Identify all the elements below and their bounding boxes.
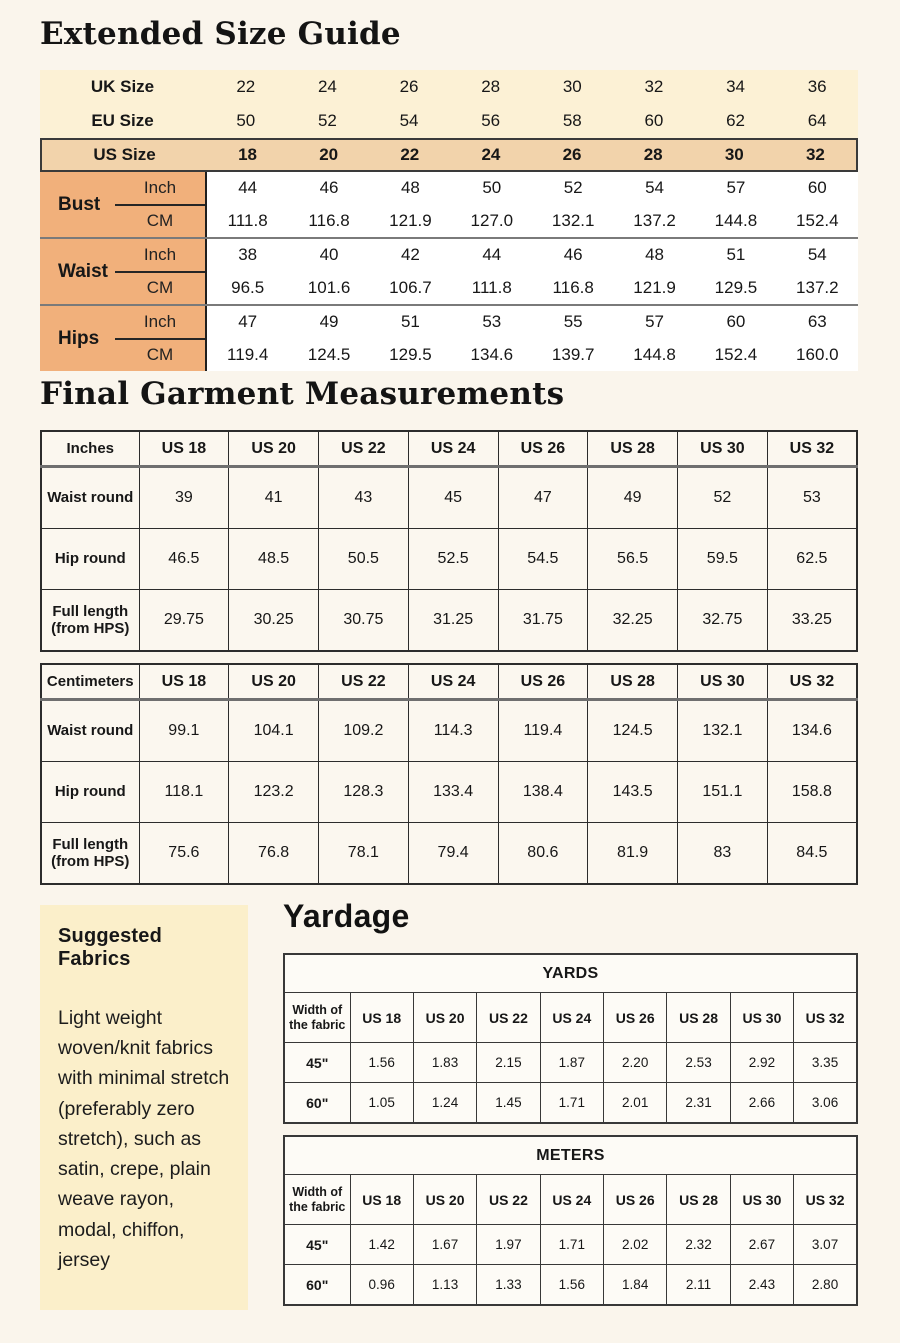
- hips-inch-value: 51: [400, 312, 420, 332]
- size-column-header: US 30: [730, 993, 793, 1043]
- us-size-value: 24: [481, 145, 501, 164]
- measurement-value: 62.5: [767, 529, 857, 590]
- waist-inch-value: 51: [726, 245, 746, 265]
- yardage-value: 1.56: [350, 1043, 413, 1083]
- measurement-value: 158.8: [767, 762, 857, 823]
- bust-cm-value: 137.2: [633, 210, 676, 230]
- garment-table-centimeters: [40, 663, 858, 885]
- hips-cm-label: CM: [146, 345, 174, 365]
- waist-measurement-group: [40, 237, 858, 304]
- waist-values: [205, 239, 858, 304]
- bust-cm-value: 144.8: [714, 210, 758, 230]
- meters-title-row: [284, 1136, 857, 1175]
- centimeters-header-row: [41, 664, 857, 700]
- waist-cm-value: 111.8: [471, 277, 512, 297]
- waist-cm-value: 129.5: [714, 277, 758, 297]
- inches-header-row: [41, 431, 857, 467]
- hips-inch-value: 49: [319, 312, 339, 332]
- hips-inch-value: 60: [726, 312, 746, 332]
- bust-inch-label: Inch: [115, 172, 205, 206]
- measurement-value: 33.25: [767, 590, 857, 652]
- eu-size-row: [40, 104, 858, 138]
- fabric-width-label: 45": [284, 1043, 350, 1083]
- bust-values: [205, 172, 858, 237]
- yardage-value: 2.80: [794, 1265, 857, 1306]
- yardage-value: 3.35: [794, 1043, 857, 1083]
- measurement-value: 133.4: [408, 762, 498, 823]
- us-size-value: 18: [238, 145, 258, 164]
- hips-inch-values: [207, 306, 858, 339]
- hips-cm-value: 144.8: [633, 344, 676, 364]
- us-size-label: US Size: [93, 145, 156, 164]
- measurement-value: 114.3: [408, 700, 498, 762]
- garment-table-inches: [40, 430, 858, 652]
- measurement-value: 31.75: [498, 590, 588, 652]
- size-column-header: US 28: [588, 664, 678, 700]
- waist-cm-label: CM: [146, 278, 174, 298]
- bust-inch-value: 50: [482, 178, 502, 198]
- table-row: [41, 467, 857, 529]
- waist-cm-value: 106.7: [389, 277, 432, 297]
- table-row: [41, 590, 857, 652]
- eu-size-label: EU Size: [91, 111, 154, 130]
- size-column-header: US 32: [767, 664, 857, 700]
- meters-title: METERS: [284, 1136, 857, 1175]
- hips-values: [205, 306, 858, 371]
- uk-size-value: 30: [562, 77, 582, 96]
- bust-inch-values: [207, 172, 858, 205]
- yardage-value: 2.15: [477, 1043, 540, 1083]
- measurement-value: 56.5: [588, 529, 678, 590]
- bust-inch-value: 54: [645, 178, 665, 198]
- uk-size-label: UK Size: [90, 77, 155, 96]
- yardage-value: 1.87: [540, 1043, 603, 1083]
- size-conversion-table: [40, 70, 858, 371]
- table-row: [284, 1083, 857, 1124]
- measurement-value: 99.1: [139, 700, 229, 762]
- centimeters-unit-header: Centimeters: [41, 664, 139, 700]
- bust-cm-label: CM: [146, 211, 174, 231]
- size-column-header: US 20: [229, 664, 319, 700]
- fabric-width-header: Width of the fabric: [284, 993, 350, 1043]
- measurement-value: 47: [498, 467, 588, 529]
- bust-cm-value: 152.4: [796, 210, 839, 230]
- measurement-value: 43: [319, 467, 409, 529]
- eu-size-value: 54: [399, 111, 419, 130]
- measurement-value: 119.4: [498, 700, 588, 762]
- measurement-value: 30.25: [229, 590, 319, 652]
- yardage-value: 1.71: [540, 1083, 603, 1124]
- bust-inch-value: 60: [807, 178, 827, 198]
- yardage-value: 1.56: [540, 1265, 603, 1306]
- meters-header-row: [284, 1175, 857, 1225]
- table-row: [41, 700, 857, 762]
- measurement-value: 48.5: [229, 529, 319, 590]
- bust-inch-value: 46: [319, 178, 339, 198]
- waist-inch-value: 54: [807, 245, 827, 265]
- row-label: Full length (from HPS): [41, 823, 139, 885]
- waist-inch-value: 48: [645, 245, 665, 265]
- measurement-value: 143.5: [588, 762, 678, 823]
- measurement-value: 53: [767, 467, 857, 529]
- size-column-header: US 32: [794, 1175, 857, 1225]
- size-column-header: US 24: [540, 993, 603, 1043]
- yardage-value: 2.01: [604, 1083, 667, 1124]
- row-label: Hip round: [41, 529, 139, 590]
- size-column-header: US 18: [139, 664, 229, 700]
- measurement-value: 128.3: [319, 762, 409, 823]
- hips-units: [115, 306, 205, 371]
- size-column-header: US 26: [498, 664, 588, 700]
- suggested-fabrics-heading: Suggested Fabrics: [58, 925, 163, 970]
- row-label: Full length (from HPS): [41, 590, 139, 652]
- yardage-value: 2.02: [604, 1225, 667, 1265]
- fabric-width-header: Width of the fabric: [284, 1175, 350, 1225]
- size-column-header: US 30: [678, 664, 768, 700]
- yardage-value: 2.32: [667, 1225, 730, 1265]
- measurement-value: 52.5: [408, 529, 498, 590]
- uk-size-value: 32: [644, 77, 664, 96]
- yardage-value: 2.53: [667, 1043, 730, 1083]
- us-size-value: 32: [805, 145, 825, 164]
- hips-cm-value: 134.6: [470, 344, 514, 364]
- suggested-fabrics-box: [40, 905, 248, 1310]
- page-title: Extended Size Guide: [40, 16, 401, 52]
- yardage-value: 1.83: [413, 1043, 476, 1083]
- waist-label: Waist: [58, 260, 108, 282]
- measurement-value: 50.5: [319, 529, 409, 590]
- hips-inch-value: 57: [645, 312, 665, 332]
- yardage-value: 3.06: [794, 1083, 857, 1124]
- table-row: [284, 1265, 857, 1306]
- uk-size-value: 26: [399, 77, 419, 96]
- measurement-value: 104.1: [229, 700, 319, 762]
- size-column-header: US 28: [667, 1175, 730, 1225]
- hips-inch-value: 47: [238, 312, 258, 332]
- yardage-value: 1.05: [350, 1083, 413, 1124]
- measurement-value: 75.6: [139, 823, 229, 885]
- us-size-value: 20: [319, 145, 339, 164]
- size-column-header: US 18: [139, 431, 229, 467]
- table-row: [41, 529, 857, 590]
- size-column-header: US 30: [730, 1175, 793, 1225]
- measurement-value: 134.6: [767, 700, 857, 762]
- waist-inch-value: 40: [319, 245, 339, 265]
- table-row: [41, 823, 857, 885]
- size-column-header: US 22: [319, 664, 409, 700]
- waist-inch-value: 42: [400, 245, 420, 265]
- eu-size-value: 58: [562, 111, 582, 130]
- size-column-header: US 18: [350, 993, 413, 1043]
- bust-cm-value: 127.0: [470, 210, 514, 230]
- yardage-value: 1.71: [540, 1225, 603, 1265]
- yardage-value: 1.24: [413, 1083, 476, 1124]
- yardage-table-meters: [283, 1135, 858, 1306]
- waist-inch-value: 44: [482, 245, 502, 265]
- bust-cm-value: 121.9: [389, 210, 432, 230]
- measurement-value: 109.2: [319, 700, 409, 762]
- us-size-value: 28: [643, 145, 663, 164]
- yardage-value: 2.43: [730, 1265, 793, 1306]
- measurement-value: 81.9: [588, 823, 678, 885]
- size-column-header: US 18: [350, 1175, 413, 1225]
- yardage-value: 1.67: [413, 1225, 476, 1265]
- measurement-value: 31.25: [408, 590, 498, 652]
- hips-cm-value: 124.5: [307, 344, 351, 364]
- yardage-value: 1.45: [477, 1083, 540, 1124]
- size-column-header: US 26: [604, 993, 667, 1043]
- waist-cm-value: 137.2: [796, 277, 839, 297]
- measurement-value: 45: [408, 467, 498, 529]
- hips-cm-value: 129.5: [389, 344, 432, 364]
- measurement-value: 30.75: [319, 590, 409, 652]
- waist-inch-value: 38: [238, 245, 258, 265]
- us-size-row: [40, 138, 858, 172]
- waist-cm-value: 96.5: [231, 277, 265, 297]
- size-column-header: US 26: [604, 1175, 667, 1225]
- yardage-value: 1.33: [477, 1265, 540, 1306]
- us-size-value: 26: [562, 145, 582, 164]
- size-column-header: US 26: [498, 431, 588, 467]
- yardage-value: 2.67: [730, 1225, 793, 1265]
- bust-cm-values: [207, 205, 858, 238]
- yardage-value: 2.20: [604, 1043, 667, 1083]
- measurement-value: 29.75: [139, 590, 229, 652]
- bust-measurement-group: [40, 172, 858, 237]
- hips-cm-values: [207, 339, 858, 372]
- bust-inch-value: 52: [563, 178, 583, 198]
- measurement-value: 32.75: [678, 590, 768, 652]
- bust-label: Bust: [58, 193, 101, 215]
- uk-size-value: 24: [317, 77, 337, 96]
- eu-size-value: 64: [807, 111, 827, 130]
- row-label: Waist round: [41, 700, 139, 762]
- size-column-header: US 20: [229, 431, 319, 467]
- bust-inch-value: 48: [400, 178, 420, 198]
- bust-cm-value: 111.8: [227, 210, 268, 230]
- table-row: [284, 1043, 857, 1083]
- size-column-header: US 28: [588, 431, 678, 467]
- size-column-header: US 32: [767, 431, 857, 467]
- measurement-value: 151.1: [678, 762, 768, 823]
- yardage-value: 3.07: [794, 1225, 857, 1265]
- size-column-header: US 22: [477, 1175, 540, 1225]
- yardage-title: Yardage: [283, 898, 410, 934]
- uk-size-value: 28: [481, 77, 501, 96]
- hips-inch-value: 53: [482, 312, 502, 332]
- waist-inch-value: 46: [563, 245, 583, 265]
- measurement-value: 32.25: [588, 590, 678, 652]
- measurement-value: 138.4: [498, 762, 588, 823]
- suggested-fabrics-text: Light weight woven/knit fabrics with minimal stretch (preferably zero stretch), such as satin, crepe, plain weave rayon, modal, chiffon, jersey: [58, 1007, 230, 1271]
- eu-size-value: 62: [726, 111, 746, 130]
- yardage-value: 0.96: [350, 1265, 413, 1306]
- measurement-value: 41: [229, 467, 319, 529]
- hips-label: Hips: [58, 327, 100, 349]
- measurement-value: 54.5: [498, 529, 588, 590]
- eu-size-value: 56: [481, 111, 501, 130]
- bust-label-block: [40, 172, 205, 237]
- hips-inch-label: Inch: [115, 306, 205, 340]
- yardage-value: 1.97: [477, 1225, 540, 1265]
- hips-measurement-group: [40, 304, 858, 371]
- yardage-value: 2.92: [730, 1043, 793, 1083]
- measurement-value: 84.5: [767, 823, 857, 885]
- row-label: Waist round: [41, 467, 139, 529]
- waist-label-block: [40, 239, 205, 304]
- waist-inch-label: Inch: [115, 239, 205, 273]
- table-row: [284, 1225, 857, 1265]
- bust-inch-value: 57: [726, 178, 746, 198]
- yards-header-row: [284, 993, 857, 1043]
- yardage-value: 1.84: [604, 1265, 667, 1306]
- size-column-header: US 22: [319, 431, 409, 467]
- garment-measurements-title: Final Garment Measurements: [40, 376, 565, 412]
- hips-cm-value: 152.4: [714, 344, 758, 364]
- yardage-value: 2.66: [730, 1083, 793, 1124]
- eu-size-value: 60: [644, 111, 664, 130]
- uk-size-value: 22: [236, 77, 256, 96]
- size-column-header: US 24: [540, 1175, 603, 1225]
- size-column-header: US 20: [413, 1175, 476, 1225]
- hips-inch-value: 63: [807, 312, 827, 332]
- us-size-value: 22: [400, 145, 420, 164]
- hips-cm-value: 160.0: [796, 344, 839, 364]
- uk-size-value: 34: [726, 77, 746, 96]
- bust-cm-value: 116.8: [308, 210, 350, 230]
- measurement-value: 124.5: [588, 700, 678, 762]
- eu-size-value: 50: [236, 111, 256, 130]
- hips-cm-value: 119.4: [227, 344, 269, 364]
- waist-cm-value: 116.8: [552, 277, 594, 297]
- measurement-value: 39: [139, 467, 229, 529]
- hips-inch-value: 55: [563, 312, 583, 332]
- eu-size-value: 52: [317, 111, 337, 130]
- fabric-width-label: 60": [284, 1265, 350, 1306]
- measurement-value: 123.2: [229, 762, 319, 823]
- measurement-value: 46.5: [139, 529, 229, 590]
- measurement-value: 59.5: [678, 529, 768, 590]
- waist-units: [115, 239, 205, 304]
- yardage-table-yards: [283, 953, 858, 1124]
- measurement-value: 118.1: [139, 762, 229, 823]
- measurement-value: 76.8: [229, 823, 319, 885]
- bust-inch-value: 44: [238, 178, 258, 198]
- row-label: Hip round: [41, 762, 139, 823]
- size-column-header: US 30: [678, 431, 768, 467]
- waist-inch-values: [207, 239, 858, 272]
- size-column-header: US 24: [408, 431, 498, 467]
- size-column-header: US 20: [413, 993, 476, 1043]
- uk-size-value: 36: [807, 77, 827, 96]
- size-column-header: US 32: [794, 993, 857, 1043]
- size-column-header: US 24: [408, 664, 498, 700]
- measurement-value: 83: [678, 823, 768, 885]
- uk-size-row: [40, 70, 858, 104]
- yards-title-row: [284, 954, 857, 993]
- measurement-value: 78.1: [319, 823, 409, 885]
- yardage-value: 1.42: [350, 1225, 413, 1265]
- size-column-header: US 28: [667, 993, 730, 1043]
- waist-cm-value: 101.6: [307, 277, 351, 297]
- waist-cm-value: 121.9: [633, 277, 676, 297]
- hips-cm-value: 139.7: [551, 344, 595, 364]
- measurement-value: 80.6: [498, 823, 588, 885]
- measurement-value: 79.4: [408, 823, 498, 885]
- yardage-value: 1.13: [413, 1265, 476, 1306]
- inches-unit-header: Inches: [41, 431, 139, 467]
- measurement-value: 132.1: [678, 700, 768, 762]
- us-size-value: 30: [724, 145, 744, 164]
- measurement-value: 49: [588, 467, 678, 529]
- measurement-value: 52: [678, 467, 768, 529]
- yards-title: YARDS: [284, 954, 857, 993]
- fabric-width-label: 60": [284, 1083, 350, 1124]
- size-column-header: US 22: [477, 993, 540, 1043]
- waist-cm-values: [207, 272, 858, 305]
- hips-label-block: [40, 306, 205, 371]
- fabric-width-label: 45": [284, 1225, 350, 1265]
- bust-cm-value: 132.1: [551, 210, 595, 230]
- yardage-value: 2.11: [667, 1265, 730, 1306]
- yardage-value: 2.31: [667, 1083, 730, 1124]
- table-row: [41, 762, 857, 823]
- bust-units: [115, 172, 205, 237]
